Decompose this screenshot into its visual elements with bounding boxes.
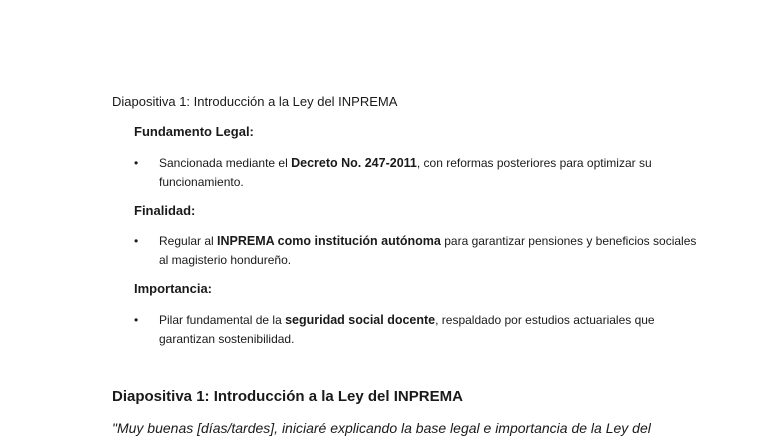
- quote-text: "Muy buenas [días/tardes], iniciaré explicando la base legal e importancia de la Ley del: [112, 420, 651, 436]
- bullet-icon: •: [134, 313, 139, 327]
- bullet-text: Regular al INPREMA como institución autónoma para garantizar pensiones y beneficios sociales al magisterio hondureño.: [159, 234, 697, 267]
- heading-finalidad: Finalidad:: [134, 203, 196, 218]
- heading-importancia: Importancia:: [134, 281, 213, 296]
- bullet-text: Pilar fundamental de la seguridad social docente, respaldado por estudios actuariales que garantizan sostenibilidad.: [159, 313, 655, 346]
- bullet-icon: •: [134, 156, 139, 170]
- section-title: Diapositiva 1: Introducción a la Ley del INPREMA: [112, 388, 463, 405]
- slide-title: Diapositiva 1: Introducción a la Ley del INPREMA: [112, 94, 398, 109]
- bullet-text: Sancionada mediante el Decreto No. 247-2011, con reformas posteriores para optimizar su funcionamiento.: [159, 156, 652, 189]
- bullet-icon: •: [134, 234, 139, 248]
- heading-fundamento-legal: Fundamento Legal:: [134, 124, 254, 139]
